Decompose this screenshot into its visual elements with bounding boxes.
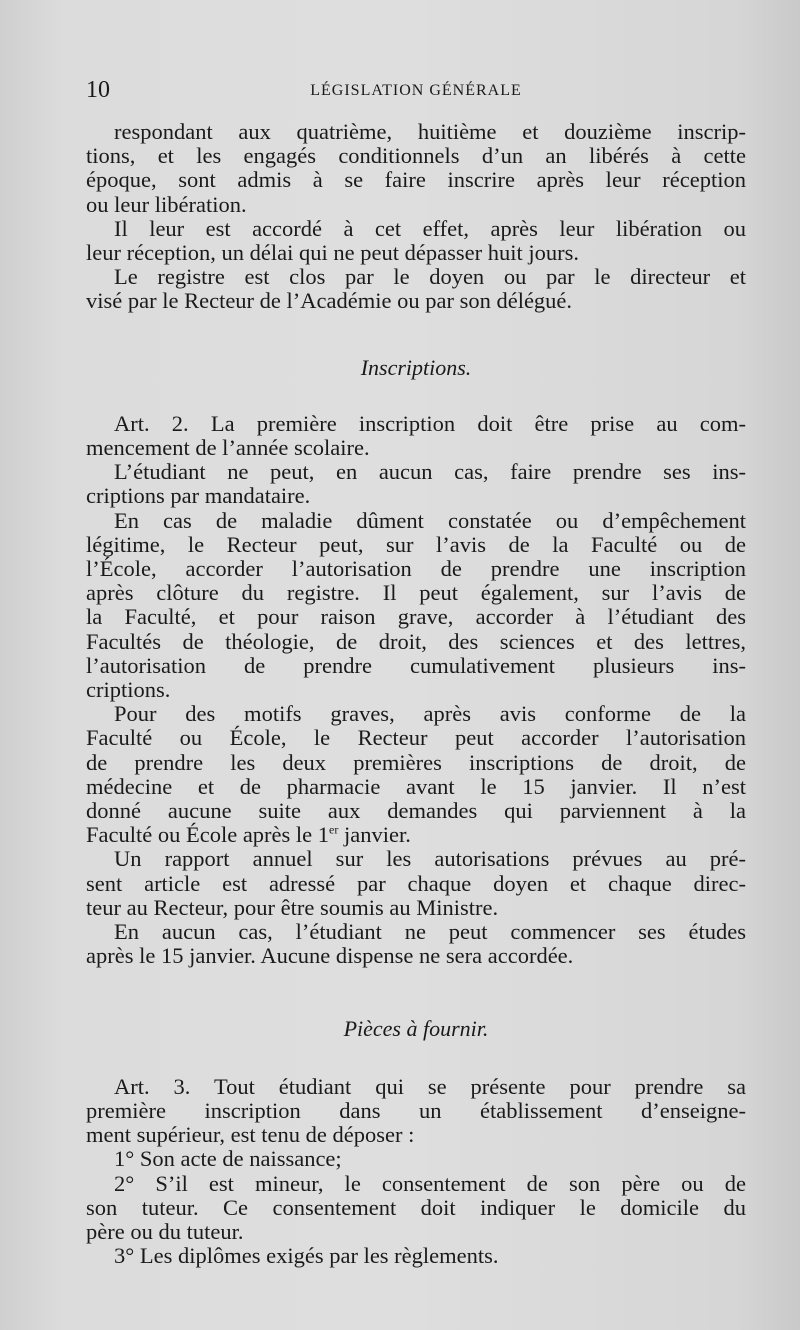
text-line: son tuteur. Ce consentement doit indiquer le domicile du [86, 1194, 746, 1220]
text-line: donné aucune suite aux demandes qui parviennent à la [86, 798, 746, 824]
page-number: 10 [86, 77, 110, 103]
text-line: la Faculté, et pour raison grave, accorder à l’étudiant des [86, 604, 746, 630]
text-line: Art. 2. La première inscription doit être prise au com- [114, 410, 746, 436]
text-line: visé par le Recteur de l’Académie ou par son délégué. [86, 288, 573, 314]
text-line: première inscription dans un établissement d’enseigne- [86, 1097, 746, 1123]
text-line: père ou du tuteur. [86, 1218, 244, 1244]
paragraph [86, 120, 746, 217]
text-line: En cas de maladie dûment constatée ou d’empêchement [114, 507, 746, 533]
text-line: l’autorisation de prendre cumulativement plusieurs ins- [86, 652, 746, 678]
text-fragment: janvier. [338, 822, 411, 848]
section-title-pieces: Pièces à fournir. [343, 1015, 489, 1041]
text-line: après clôture du registre. Il peut également, sur l’avis de [86, 580, 746, 606]
text-line: ment supérieur, est tenu de déposer : [86, 1122, 415, 1148]
section-inscriptions-paragraphs [86, 412, 746, 969]
text-line: criptions par mandataire. [86, 483, 311, 509]
text-line: époque, sont admis à se faire inscrire après leur réception [86, 167, 746, 193]
text-line [86, 823, 746, 847]
text-line: médecine et de pharmacie avant le 15 janvier. Il n’est [86, 773, 746, 799]
paragraph [86, 265, 746, 313]
text-line: 1° Son acte de naissance; [114, 1146, 342, 1172]
text-line: Pour des motifs graves, après avis conforme de la [114, 701, 746, 727]
text-line: criptions. [86, 677, 171, 703]
text-line: teur au Recteur, pour être soumis au Ministre. [86, 894, 499, 920]
paragraph [86, 1244, 746, 1268]
text-line: Un rapport annuel sur les autorisations prévues au pré- [114, 846, 746, 872]
text-line: Facultés de théologie, de droit, des sciences et des lettres, [86, 628, 746, 654]
text-line: leur réception, un délai qui ne peut dépasser huit jours. [86, 240, 579, 266]
section-pieces-paragraphs [86, 1075, 746, 1269]
text-line: de prendre les deux premières inscriptions de droit, de [86, 749, 746, 775]
paragraph [86, 920, 746, 968]
page-header [86, 76, 746, 106]
paragraph [86, 412, 746, 460]
paragraph [86, 1172, 746, 1245]
paragraph [86, 1075, 746, 1148]
text-fragment: Faculté ou École après le 1 [86, 822, 330, 848]
paragraph [86, 847, 746, 920]
opening-paragraphs [86, 120, 746, 314]
paragraph [86, 509, 746, 703]
text-line: l’École, accorder l’autorisation de prendre une inscription [86, 556, 746, 582]
text-line: après le 15 janvier. Aucune dispense ne sera accordée. [86, 943, 574, 969]
text-line: respondant aux quatrième, huitième et douzième inscrip- [114, 119, 746, 144]
text-line: mencement de l’année scolaire. [86, 435, 370, 461]
running-head: LÉGISLATION GÉNÉRALE [310, 82, 522, 99]
text-line: L’étudiant ne peut, en aucun cas, faire prendre ses ins- [114, 459, 746, 485]
paragraph [86, 460, 746, 508]
text-line: Faculté ou École, le Recteur peut accorder l’autorisation [86, 725, 746, 751]
text-line: Le registre est clos par le doyen ou par le directeur et [114, 264, 746, 290]
text-line: sent article est adressé par chaque doyen et chaque direc- [86, 870, 746, 896]
text-line: Il leur est accordé à cet effet, après leur libération ou [114, 215, 746, 241]
paragraph [86, 1147, 746, 1171]
text-line: ou leur libération. [86, 191, 247, 217]
text-line: En aucun cas, l’étudiant ne peut commencer ses études [114, 919, 746, 945]
page-body [86, 120, 746, 1268]
text-line: légitime, le Recteur peut, sur l’avis de la Faculté ou de [86, 531, 746, 557]
text-line: 2° S’il est mineur, le consentement de son père ou de [114, 1170, 746, 1196]
paragraph [86, 702, 746, 847]
section-title-inscriptions: Inscriptions. [360, 354, 472, 380]
text-line: tions, et les engagés conditionnels d’un an libérés à cette [86, 143, 746, 169]
paragraph [86, 217, 746, 265]
superscript: er [329, 822, 339, 837]
text-line: Art. 3. Tout étudiant qui se présente pour prendre sa [114, 1073, 746, 1099]
text-line: 3° Les diplômes exigés par les règlements. [114, 1243, 499, 1269]
